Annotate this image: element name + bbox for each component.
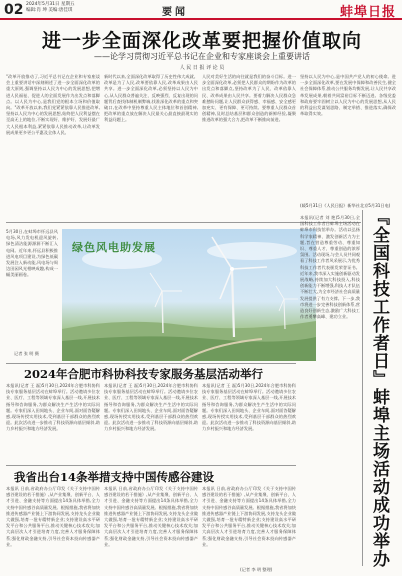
section-label: 要闻	[162, 7, 188, 18]
article2-title: 2024年合肥市科协科技专家服务基层活动举行	[24, 367, 264, 381]
article2-col3: 本报讯(记者 王 磊)5月30日,2024年合肥市科协科技专家服务基层活动在蚌埠举行。活动邀请多位农业、医疗、工程等领域专家深入基层一线,开展技术指导和咨询服务,为群众解决生产生活中的实际问题。专家们深入田间地头、企业车间,面对面答疑解惑,现场传授实用技术,受到基层干部群众的热烈欢迎。此次活动进一步推动了科技资源向基层倾斜,助力乡村振兴和地方经济发展。	[202, 383, 296, 432]
lead-byline: 人 民 日 报 评 论 员	[179, 65, 225, 71]
article3-col3: 本报讯 日前,省政府办公厅印发《关于支持中国传感谷建设的若干措施》,从产业集聚、创新平台、人才引进、金融支持等方面提出14条具体举措,全力支持中国传感谷高质量发展。根据措施,我省将加快推进传感器产业链上下游协同发展,支持龙头企业做大做强,培育一批专精特新企业;支持建设高水平研发平台和公共服务平台,推动关键核心技术攻关;加大高层次人才引进培育力度,完善人才服务保障体系;强化财政金融支持,引导社会资本投向传感器产业。	[202, 486, 296, 547]
lead-column-1: "改革开放推动了,习近平总书记在企业和专家座谈会上重要讲话中深刻阐述了进一步全面深化改革的重大原则,强调坚持以人民为中心的发展思想,把增进人民福祉、促进人的全面发展作为出发点和落脚点。以人民为中心,是我们党的根本立场和价值取向。"改革开放以来,我们党紧紧依靠人民推进改革,坚持以人民为中心的发展思想,始终把人民利益摆在至高无上的地位,不断实现好、维护好、发展好最广大人民根本利益,紧紧依靠人民推动改革,让改革发展成果更多更公平惠及全体人民。	[6, 74, 100, 135]
lead-column-2: 新时代以来,全面深化改革取得了历史性伟大成就。改革是为了人民,改革要依靠人民,改革成果由人民共享。进一步全面深化改革,必须坚持以人民为中心,从人民群众普遍关注、反映强烈、反复出现的问题背后查找体制机制弊端,找准深化改革的重点和突破口,在改革中坚持尊重人民主体地位和首创精神,把改革的重点放在解决人民最关心最直接最现实的利益问题上。	[104, 74, 198, 123]
sidebar-wrap	[300, 215, 360, 465]
article3-title: 我省出台14条举措支持中国传感谷建设	[14, 470, 215, 484]
lead-end-note: (载5月31日《人民日报》新华社北京5月31日电)	[300, 203, 391, 208]
editor-line: 编辑:肖 坤 美编:唐佳琪	[26, 8, 73, 13]
header-info	[26, 2, 74, 14]
date-line: 2024年5月31日 星期五	[26, 2, 75, 7]
page-number: 02	[4, 2, 24, 18]
lead-subheadline: ——论学习贯彻习近平总书记在企业和专家座谈会上重要讲话	[94, 52, 310, 61]
divider-article3	[6, 465, 296, 466]
article2-col1: 本报讯(记者 王 磊)5月30日,2024年合肥市科协科技专家服务基层活动在蚌埠举行。活动邀请多位农业、医疗、工程等领域专家深入基层一线,开展技术指导和咨询服务,为群众解决生产生活中的实际问题。专家们深入田间地头、企业车间,面对面答疑解惑,现场传授实用技术,受到基层干部群众的热烈欢迎。此次活动进一步推动了科技资源向基层倾斜,助力乡村振兴和地方经济发展。	[6, 383, 100, 432]
sidebar-divider	[362, 210, 363, 566]
page-header	[0, 0, 402, 20]
divider-article2	[6, 363, 296, 364]
article2-col2: 本报讯(记者 王 磊)5月30日,2024年合肥市科协科技专家服务基层活动在蚌埠举行。活动邀请多位农业、医疗、工程等领域专家深入基层一线,开展技术指导和咨询服务,为群众解决生产生活中的实际问题。专家们深入田间地头、企业车间,面对面答疑解惑,现场传授实用技术,受到基层干部群众的热烈欢迎。此次活动进一步推动了科技资源向基层倾斜,助力乡村振兴和地方经济发展。	[104, 383, 198, 432]
lead-headline: 进一步全面深化改革要把握价值取向	[41, 30, 362, 52]
lead-column-3: 人民对美好生活的向往就是我们的奋斗目标。进一步全面深化改革,必须把人民群众的期盼作为改革的出发点和落脚点,坚持改革为了人民、改革依靠人民、改革成果由人民共享。要着力解决人民群众急难愁盼问题,让人民群众获得感、幸福感、安全感更加充实、更有保障、更可持续。要尊重人民群众首创精神,及时总结基层和群众创造的新鲜经验,凝聚推进改革的强大合力,把改革不断推向前进。	[202, 74, 296, 123]
sidebar-vertical-title: 『全国科技工作者日』蚌埠主场活动成功举办	[369, 208, 389, 568]
article3-end-note: (记者 李 明 整理)	[240, 567, 273, 572]
article3-col1: 本报讯 日前,省政府办公厅印发《关于支持中国传感谷建设的若干措施》,从产业集聚、创新平台、人才引进、金融支持等方面提出14条具体举措,全力支持中国传感谷高质量发展。根据措施,我省将加快推进传感器产业链上下游协同发展,支持龙头企业做大做强,培育一批专精特新企业;支持建设高水平研发平台和公共服务平台,推动关键核心技术攻关;加大高层次人才引进培育力度,完善人才服务保障体系;强化财政金融支持,引导社会资本投向传感器产业。	[6, 486, 100, 547]
wind-farm-photo	[62, 229, 316, 361]
lead-column-4: 坚持以人民为中心,是中国共产党人的初心使命。进一步全面深化改革,要在发展中保障和改善民生,健全社会保障体系,推动公共服务均衡发展,让人民共享改革发展成果,朝着共同富裕目标不断迈进。各级党委和政府要牢固树立以人民为中心的发展思想,从人民的利益出发谋划思路、制定举措、推进落实,确保改革取得实效。	[300, 74, 396, 117]
photo-caption: 5月30日,在蚌埠市怀远县风电场,风力发电机迎风旋转,绿色清洁能源源源不断汇入电网。近年来,怀远县积极推进风电项目建设,为绿色低碳发展注入新动能,风电场与周边田园风光相映成趣,构成一幅美丽画卷。	[6, 229, 58, 278]
sidebar-body: 本报讯(记者 刘 艳)5月30日,全国科技工作者日蚌埠主场活动在蚌埠市科技馆举办。活动以弘扬科学家精神、激发创新活力为主题,旨在营造尊重劳动、尊重知识、尊重人才、尊重创造的浓厚氛围。活动现场,与会人员共同观看了科技工作者风采展示,为优秀科技工作者代表颁发荣誉证书。近年来,我市深入实施创新驱动发展战略,持续加大科技投入,科技创新能力不断增强,科技人才队伍不断壮大,为全市经济社会高质量发展提供了有力支撑。下一步,我市将进一步完善科技创新体系,营造良好创新生态,激励广大科技工作者勇攀高峰、建功立业。	[300, 215, 360, 320]
masthead-logo: 蚌埠日报	[339, 5, 396, 20]
photo-credit: 记者 张 明 摄	[14, 351, 39, 356]
sidebar-title-box	[367, 208, 397, 568]
article3-col2: 本报讯 日前,省政府办公厅印发《关于支持中国传感谷建设的若干措施》,从产业集聚、创新平台、人才引进、金融支持等方面提出14条具体举措,全力支持中国传感谷高质量发展。根据措施,我省将加快推进传感器产业链上下游协同发展,支持龙头企业做大做强,培育一批专精特新企业;支持建设高水平研发平台和公共服务平台,推动关键核心技术攻关;加大高层次人才引进培育力度,完善人才服务保障体系;强化财政金融支持,引导社会资本投向传感器产业。	[104, 486, 198, 547]
photo-feature-title: 绿色风电助发展	[72, 241, 156, 254]
